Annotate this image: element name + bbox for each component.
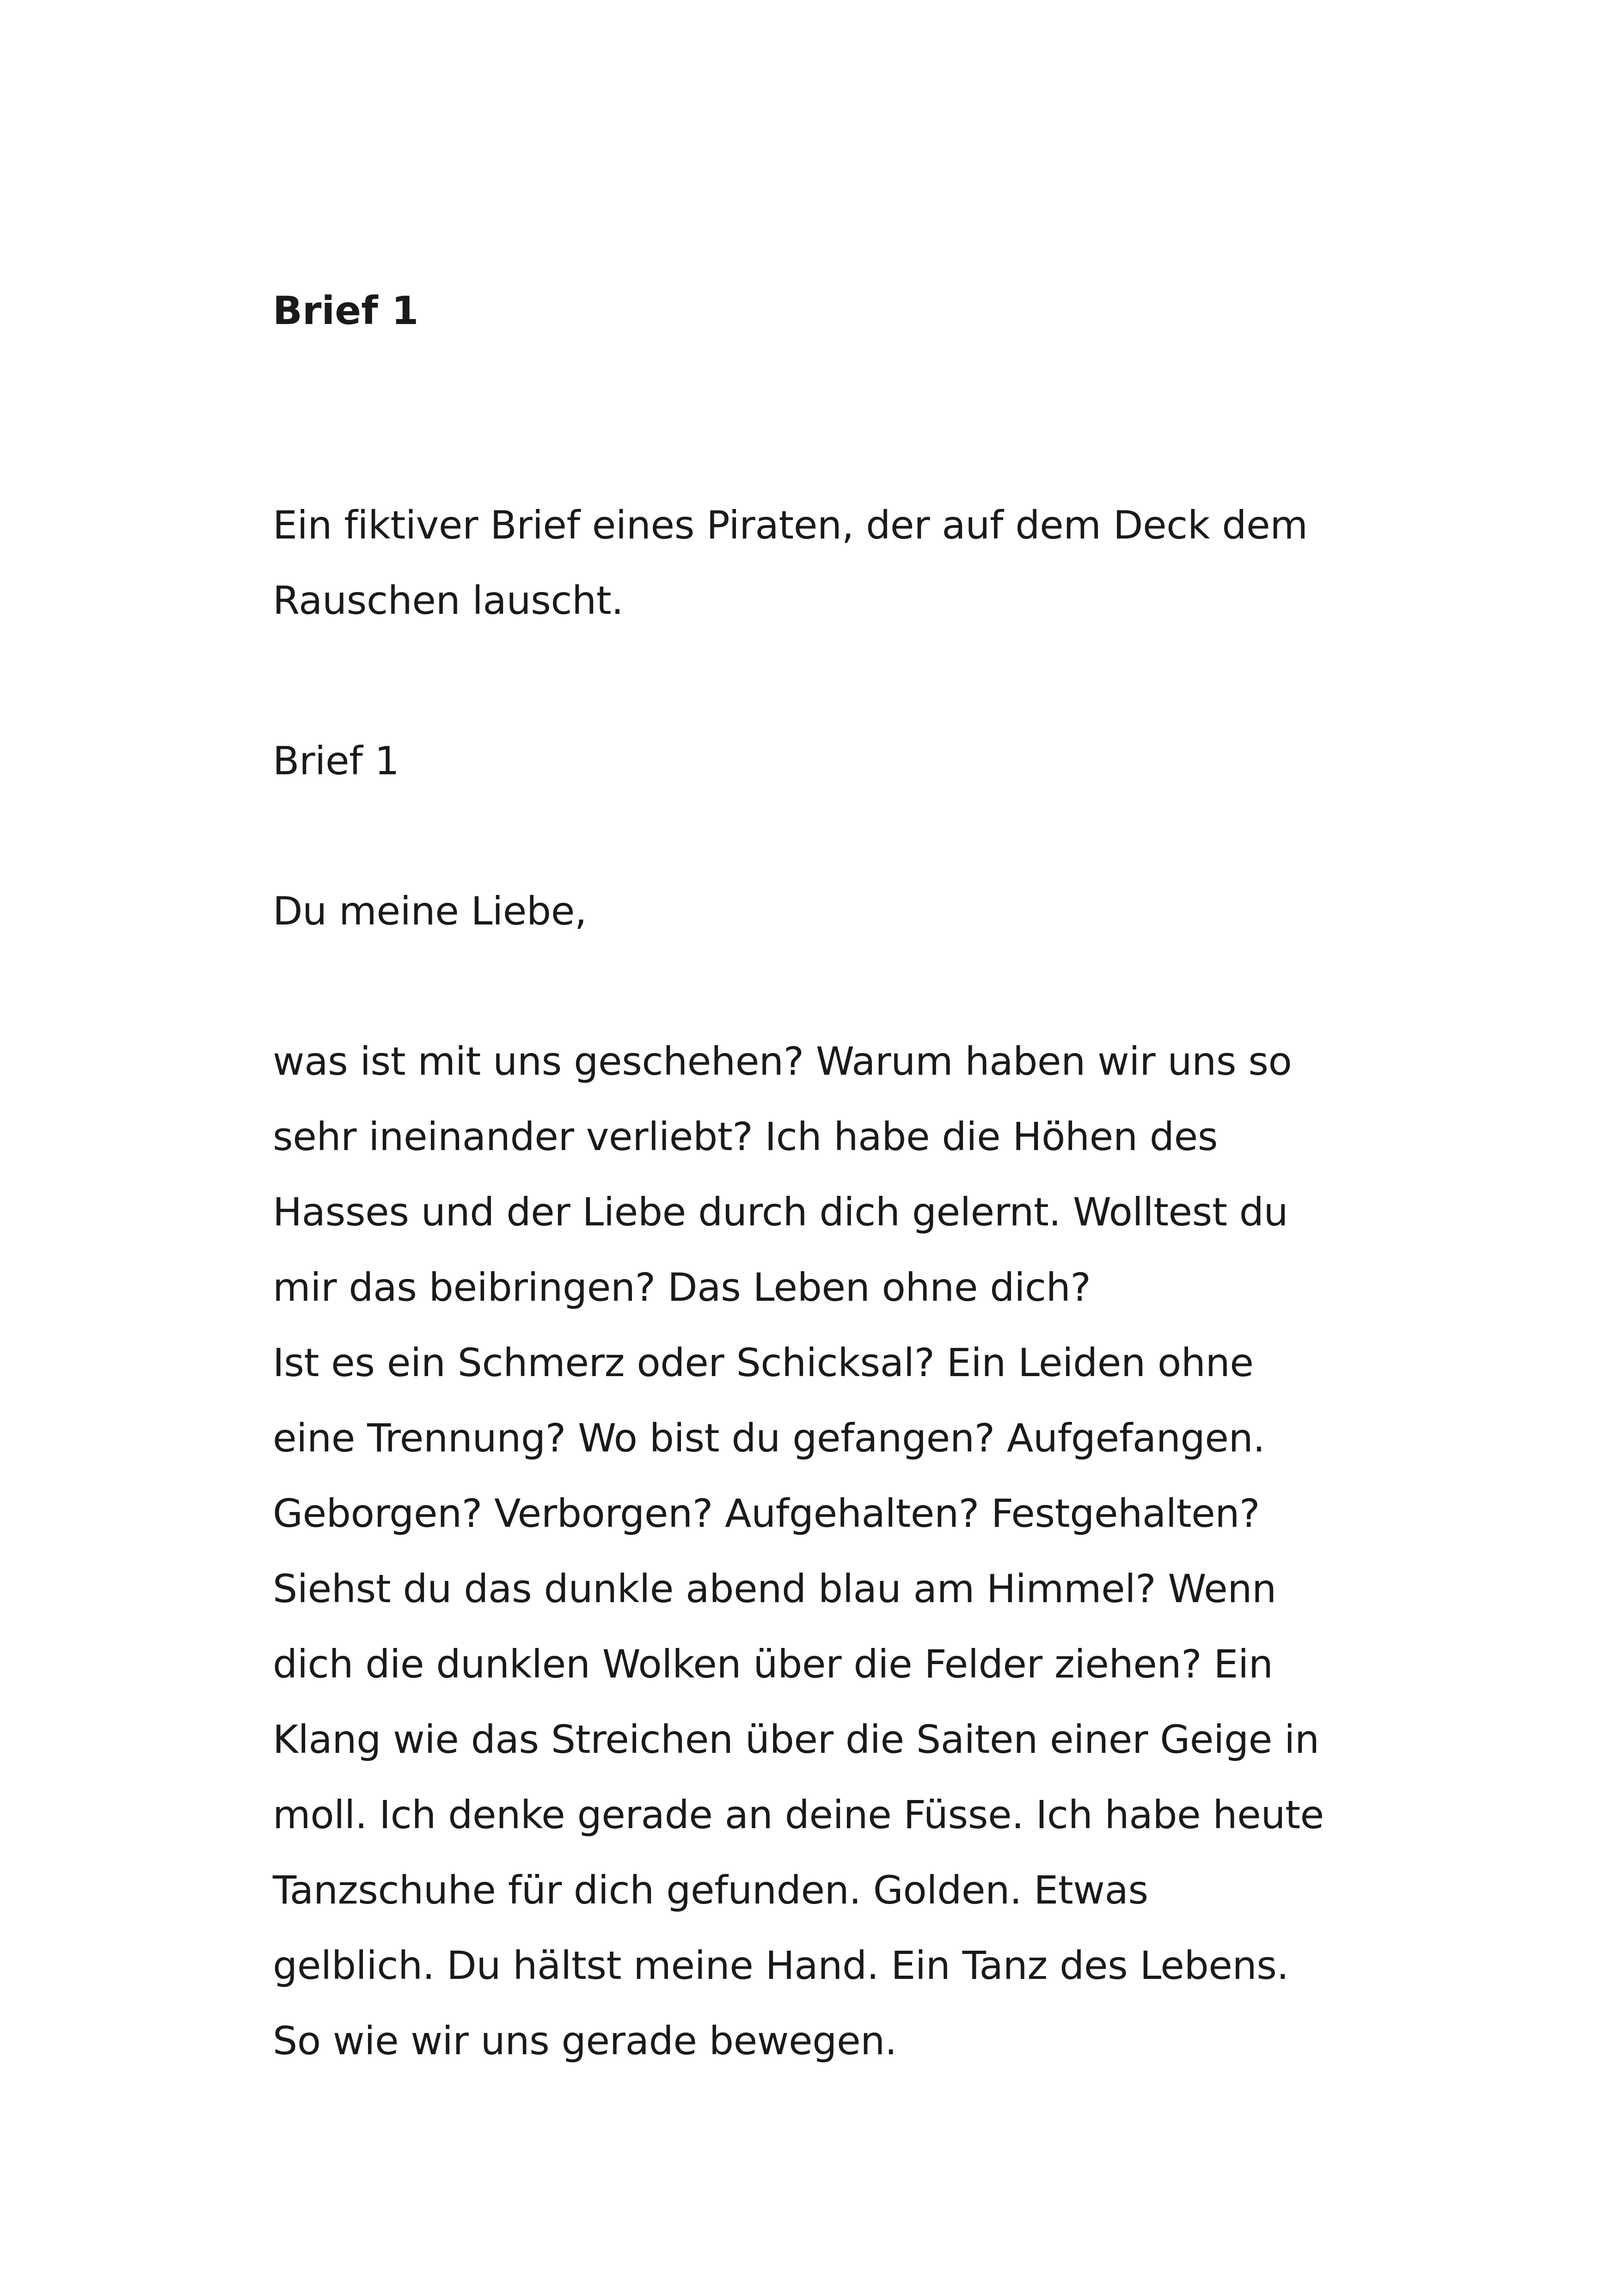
- body-line: Siehst du das dunkle abend blau am Himmel? Wenn: [273, 1566, 1276, 1611]
- intro-line: Rauschen lauscht.: [273, 578, 624, 623]
- document-title: Brief 1: [273, 288, 419, 333]
- body-line: mir das beibringen? Das Leben ohne dich?: [273, 1265, 1091, 1310]
- body-line: gelblich. Du hältst meine Hand. Ein Tanz des Lebens.: [273, 1943, 1289, 1988]
- body-line: was ist mit uns geschehen? Warum haben wir uns so: [273, 1039, 1292, 1084]
- intro-line: Ein fiktiver Brief eines Piraten, der auf dem Deck dem: [273, 502, 1308, 548]
- body-line: sehr ineinander verliebt? Ich habe die Höhen des: [273, 1114, 1218, 1159]
- body-line: Hasses und der Liebe durch dich gelernt. Wolltest du: [273, 1189, 1288, 1235]
- body-line: moll. Ich denke gerade an deine Füsse. Ich habe heute: [273, 1792, 1324, 1837]
- letter-salutation: Du meine Liebe,: [273, 888, 587, 934]
- letter-subheading: Brief 1: [273, 738, 399, 784]
- intro-paragraph: [273, 488, 1382, 638]
- body-line: dich die dunklen Wolken über die Felder ziehen? Ein: [273, 1641, 1273, 1687]
- document-content: [273, 273, 1382, 2063]
- body-line: Klang wie das Streichen über die Saiten einer Geige in: [273, 1717, 1319, 1762]
- body-line: Ist es ein Schmerz oder Schicksal? Ein Leiden ohne: [273, 1340, 1254, 1385]
- body-line: So wie wir uns gerade bewegen.: [273, 2018, 897, 2063]
- body-line: Geborgen? Verborgen? Aufgehalten? Festgehalten?: [273, 1491, 1260, 1536]
- body-line: eine Trennung? Wo bist du gefangen? Aufgefangen.: [273, 1415, 1265, 1461]
- letter-body: [273, 1024, 1382, 2079]
- body-line: Tanzschuhe für dich gefunden. Golden. Etwas: [273, 1867, 1148, 1913]
